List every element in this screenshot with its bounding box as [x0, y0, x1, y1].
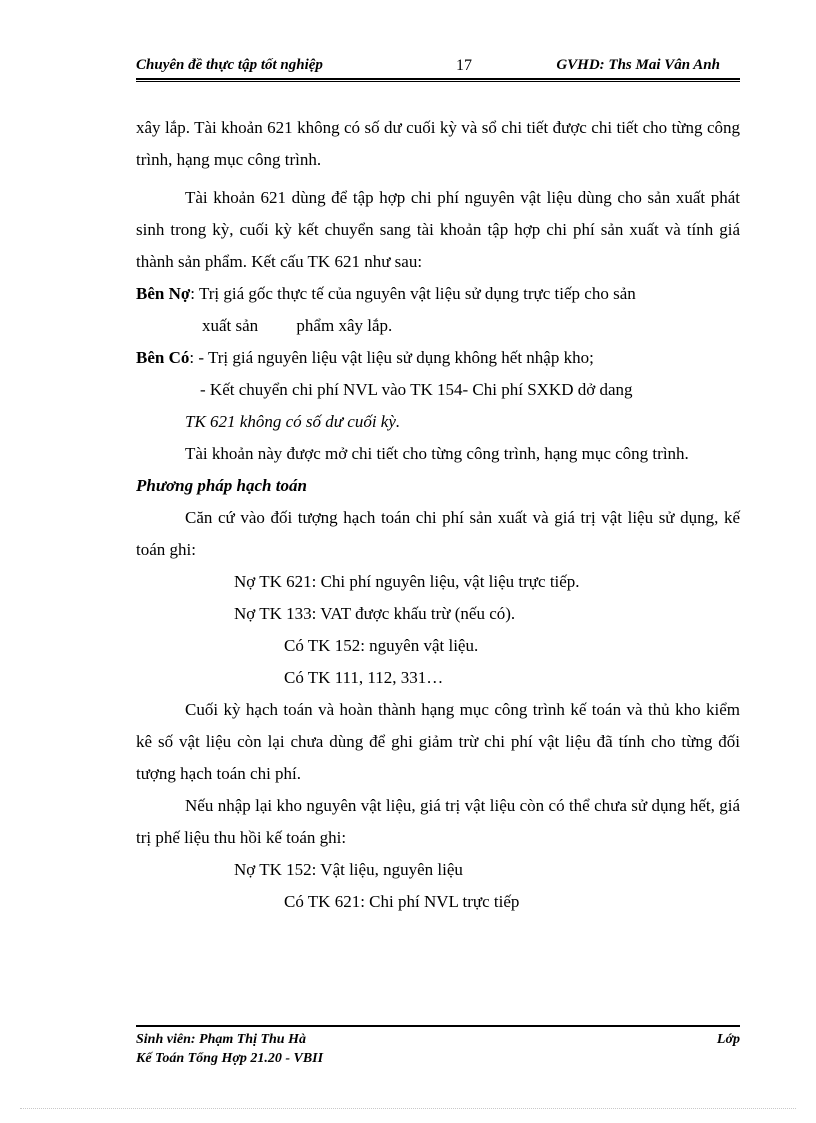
ben-no-continuation: xuất sản phẩm xây lắp.	[202, 316, 393, 335]
paragraph: xây lắp. Tài khoản 621 không có số dư cuối kỳ và sổ chi tiết được chi tiết cho từng công trình, hạng mục công trình.	[136, 118, 740, 169]
footer-rule	[136, 1025, 740, 1027]
page-footer	[136, 1030, 740, 1068]
document-body	[136, 112, 740, 918]
header-title: Chuyên đề thực tập tốt nghiệp	[136, 57, 323, 73]
page-header	[136, 57, 724, 79]
journal-entry: Có TK 111, 112, 331…	[284, 668, 444, 687]
ben-co-label: Bên Có	[136, 348, 190, 367]
footer-class-value: Kế Toán Tổng Hợp 21.20 - VBII	[136, 1051, 324, 1066]
journal-entry: Nợ TK 133: VAT được khấu trừ (nếu có).	[234, 604, 516, 623]
header-rule	[136, 78, 740, 80]
header-advisor: GVHD: Ths Mai Vân Anh	[556, 57, 720, 73]
tk-note: TK 621 không có số dư cuối kỳ.	[185, 412, 401, 431]
page-bottom-divider	[20, 1108, 796, 1109]
paragraph: Tài khoản 621 dùng để tập hợp chi phí nguyên vật liệu dùng cho sản xuất phát sinh trong kỳ, cuối kỳ kết chuyển sang tài khoản tập hợp chi phí sản xuất và tính giá thành sản phẩm. Kết cấu TK 621 như sau:	[136, 188, 740, 271]
ben-no-label: Bên Nợ	[136, 284, 191, 303]
paragraph: Tài khoản này được mở chi tiết cho từng công trình, hạng mục công trình.	[185, 444, 689, 463]
ben-co-text: : - Trị giá nguyên liệu vật liệu sử dụng không hết nhập kho;	[189, 348, 594, 367]
paragraph: Nếu nhập lại kho nguyên vật liệu, giá trị vật liệu còn có thể chưa sử dụng hết, giá trị phế liệu thu hồi kế toán ghi:	[136, 796, 740, 847]
journal-entry: Có TK 152: nguyên vật liệu.	[284, 636, 479, 655]
section-heading: Phương pháp hạch toán	[136, 476, 307, 495]
journal-entry: Nợ TK 152: Vật liệu, nguyên liệu	[234, 860, 463, 879]
footer-student: Sinh viên: Phạm Thị Thu Hà	[136, 1032, 306, 1047]
paragraph: Căn cứ vào đối tượng hạch toán chi phí sản xuất và giá trị vật liệu sử dụng, kế toán ghi:	[136, 508, 740, 559]
paragraph: Cuối kỳ hạch toán và hoàn thành hạng mục công trình kế toán và thủ kho kiểm kê số vật liệu còn lại chưa dùng để ghi giảm trừ chi phí vật liệu đã tính cho từng đối tượng hạch toán chi phí.	[136, 700, 740, 783]
ben-no-line	[136, 278, 740, 310]
ben-no-text: : Trị giá gốc thực tế của nguyên vật liệu sử dụng trực tiếp cho sản	[190, 284, 636, 303]
journal-entry: Nợ TK 621: Chi phí nguyên liệu, vật liệu trực tiếp.	[234, 572, 580, 591]
footer-class-label: Lớp	[716, 1032, 740, 1047]
ben-co-line2: - Kết chuyển chi phí NVL vào TK 154- Chi phí SXKD dở dang	[200, 380, 633, 399]
header-rule-thin	[136, 81, 740, 82]
page-number: 17	[456, 57, 472, 74]
ben-co-line	[136, 342, 740, 374]
journal-entry: Có TK 621: Chi phí NVL trực tiếp	[284, 892, 520, 911]
